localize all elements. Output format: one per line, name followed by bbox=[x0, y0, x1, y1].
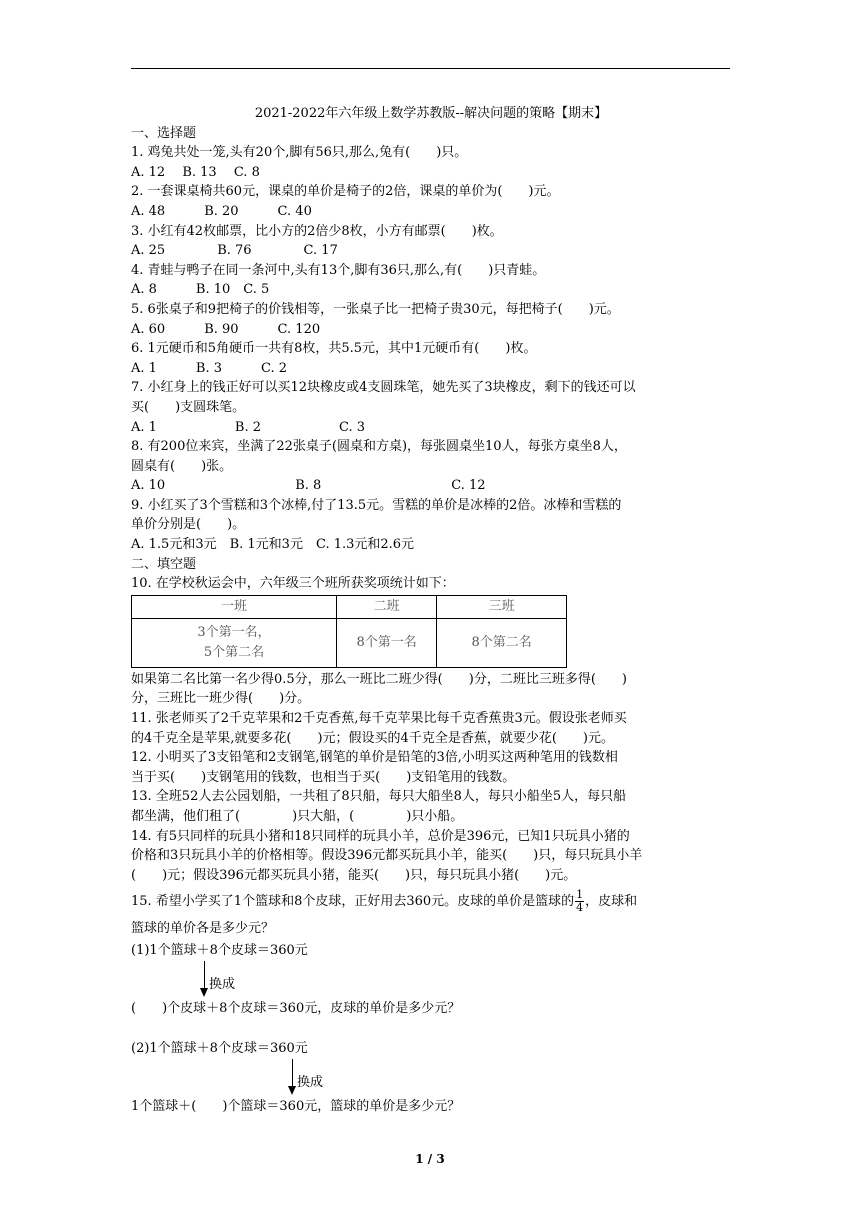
award-table bbox=[131, 595, 567, 668]
question-3-options: A. 25 B. 76 C. 17 bbox=[131, 243, 338, 259]
part-2-arrow-label: 换成 bbox=[297, 1074, 324, 1090]
question-2: 2. 一套课桌椅共60元，课桌的单价是椅子的2倍，课桌的单价为( )元。 bbox=[131, 184, 560, 200]
question-1-options: A. 12 B. 13 C. 8 bbox=[131, 164, 260, 180]
question-9-line-2: 单价分别是( )。 bbox=[131, 517, 246, 533]
spacer bbox=[131, 1018, 731, 1037]
table-cell-class-3: 8个第二名 bbox=[437, 618, 567, 667]
question-9-options: A. 1.5元和3元 B. 1元和3元 C. 1.3元和2.6元 bbox=[131, 537, 415, 553]
section-heading-fill: 二、填空题 bbox=[131, 556, 197, 572]
question-11-line-1: 11. 张老师买了2千克苹果和2千克香蕉,每千克苹果比每千克香蕉贵3元。假设张老师买 bbox=[131, 711, 627, 727]
question-10: 10. 在学校秋运会中，六年级三个班所获奖项统计如下： bbox=[131, 576, 455, 592]
fraction-numerator: 1 bbox=[576, 888, 584, 902]
section-heading-choice: 一、选择题 bbox=[131, 125, 197, 141]
question-4-options: A. 8 B. 10 C. 5 bbox=[131, 282, 270, 298]
question-4: 4. 青蛙与鸭子在同一条河中,头有13个,脚有36只,那么,有( )只青蛙。 bbox=[131, 262, 546, 278]
question-8-options: A. 10 B. 8 C. 12 bbox=[131, 478, 486, 494]
fraction-one-quarter bbox=[575, 889, 584, 914]
part-2-result: 1个篮球＋( )个篮球＝360元，篮球的单价是多少元？ bbox=[131, 1098, 461, 1114]
question-14-line-1: 14. 有5只同样的玩具小猪和18只同样的玩具小羊，总价是396元，已知1只玩具小猪的 bbox=[131, 828, 630, 844]
question-14-line-2: 价格和3只玩具小羊的价格相等。假设396元都买玩具小羊，能买( )只，每只玩具小羊 bbox=[131, 848, 643, 864]
question-7-line-2: 买( )支圆珠笔。 bbox=[131, 399, 246, 415]
table-header-class-2: 二班 bbox=[337, 595, 437, 618]
question-6: 6. 1元硬币和5角硬币一共有8枚，共5.5元，其中1元硬币有( )枚。 bbox=[131, 341, 537, 357]
table-cell-class-1 bbox=[132, 618, 337, 667]
question-7-options: A. 1 B. 2 C. 3 bbox=[131, 419, 366, 435]
down-arrow-icon bbox=[292, 1059, 293, 1089]
table-header-row bbox=[132, 595, 567, 618]
question-13-line-2: 都坐满，他们租了( )只大船，( )只小船。 bbox=[131, 809, 464, 824]
question-8-line-2: 圆桌有( )张。 bbox=[131, 458, 233, 474]
question-11-line-2: 的4千克全是苹果,就要多花( )元；假设买的4千克全是香蕉，就要少花( )元。 bbox=[131, 730, 614, 746]
part-1-arrow-label: 换成 bbox=[209, 976, 236, 992]
question-13-line-1: 13. 全班52人去公园划船，一共租了8只船，每只大船坐8人，每只小船坐5人，每只船 bbox=[131, 789, 627, 805]
arrow-head-icon bbox=[200, 988, 208, 997]
table-cell-class-2: 8个第一名 bbox=[337, 618, 437, 667]
header-rule bbox=[131, 68, 730, 69]
down-arrow-icon bbox=[204, 961, 205, 991]
question-3: 3. 小红有42枚邮票，比小方的2倍少8枚，小方有邮票( )枚。 bbox=[131, 223, 503, 239]
question-5: 5. 6张桌子和9把椅子的价钱相等，一张桌子比一把椅子贵30元，每把椅子( )元。 bbox=[131, 301, 620, 317]
table-cell-class-1-line-2: 5个第二名 bbox=[203, 644, 265, 660]
question-7-line-1: 7. 小红身上的钱正好可以买12块橡皮或4支圆珠笔，她先买了3块橡皮，剩下的钱还可以 bbox=[131, 380, 636, 396]
table-row bbox=[132, 618, 567, 667]
question-12-line-2: 当于买( )支钢笔用的钱数，也相当于买( )支铅笔用的钱数。 bbox=[131, 769, 516, 785]
table-header-class-3: 三班 bbox=[437, 595, 567, 618]
fraction-denominator: 4 bbox=[576, 901, 584, 915]
part-2-equation: (2)1个篮球＋8个皮球＝360元 bbox=[131, 1041, 308, 1057]
document-title: 2021-2022年六年级上数学苏教版--解决问题的策略【期末】 bbox=[254, 106, 608, 121]
question-15-text-b: ，皮球和 bbox=[585, 894, 638, 910]
question-12-line-1: 12. 小明买了3支铅笔和2支钢笔,钢笔的单价是铅笔的3倍,小明买这两种笔用的钱数相 bbox=[131, 750, 618, 766]
table-cell-class-1-line-1: 3个第一名， bbox=[197, 625, 271, 641]
question-6-options: A. 1 B. 3 C. 2 bbox=[131, 360, 288, 376]
document-body bbox=[131, 104, 731, 1116]
page-number: 1 / 3 bbox=[415, 1152, 445, 1166]
question-14-line-3: ( )元；假设396元都买玩具小猪，能买( )只，每只玩具小猪( )元。 bbox=[131, 867, 577, 883]
part-1-result: ( )个皮球＋8个皮球＝360元，皮球的单价是多少元？ bbox=[131, 1000, 461, 1016]
arrow-head-icon bbox=[288, 1086, 296, 1095]
question-10-line-3: 分，三班比一班少得( )分。 bbox=[131, 691, 311, 707]
question-15-line-2: 篮球的单价各是多少元？ bbox=[131, 921, 275, 937]
question-1: 1. 鸡兔共处一笼,头有20个,脚有56只,那么,兔有( )只。 bbox=[131, 145, 468, 161]
question-15-line-1 bbox=[131, 889, 731, 915]
question-10-line-2: 如果第二名比第一名少得0.5分，那么一班比二班少得( )分，二班比三班多得( ) bbox=[131, 671, 627, 687]
question-5-options: A. 60 B. 90 C. 120 bbox=[131, 321, 321, 337]
question-8-line-1: 8. 有200位来宾，坐满了22张桌子(圆桌和方桌)，每张圆桌坐10人，每张方桌坐8人， bbox=[131, 439, 627, 455]
part-2-arrow-block bbox=[131, 1059, 731, 1097]
question-9-line-1: 9. 小红买了3个雪糕和3个冰棒,付了13.5元。雪糕的单价是冰棒的2倍。冰棒和雪糕的 bbox=[131, 497, 622, 513]
question-2-options: A. 48 B. 20 C. 40 bbox=[131, 203, 312, 219]
table-header-class-1: 一班 bbox=[132, 595, 337, 618]
part-1-arrow-block bbox=[131, 961, 731, 999]
question-15-text-a: 15. 希望小学买了1个篮球和8个皮球，正好用去360元。皮球的单价是篮球的 bbox=[131, 894, 575, 910]
part-1-equation: (1)1个篮球＋8个皮球＝360元 bbox=[131, 942, 308, 958]
